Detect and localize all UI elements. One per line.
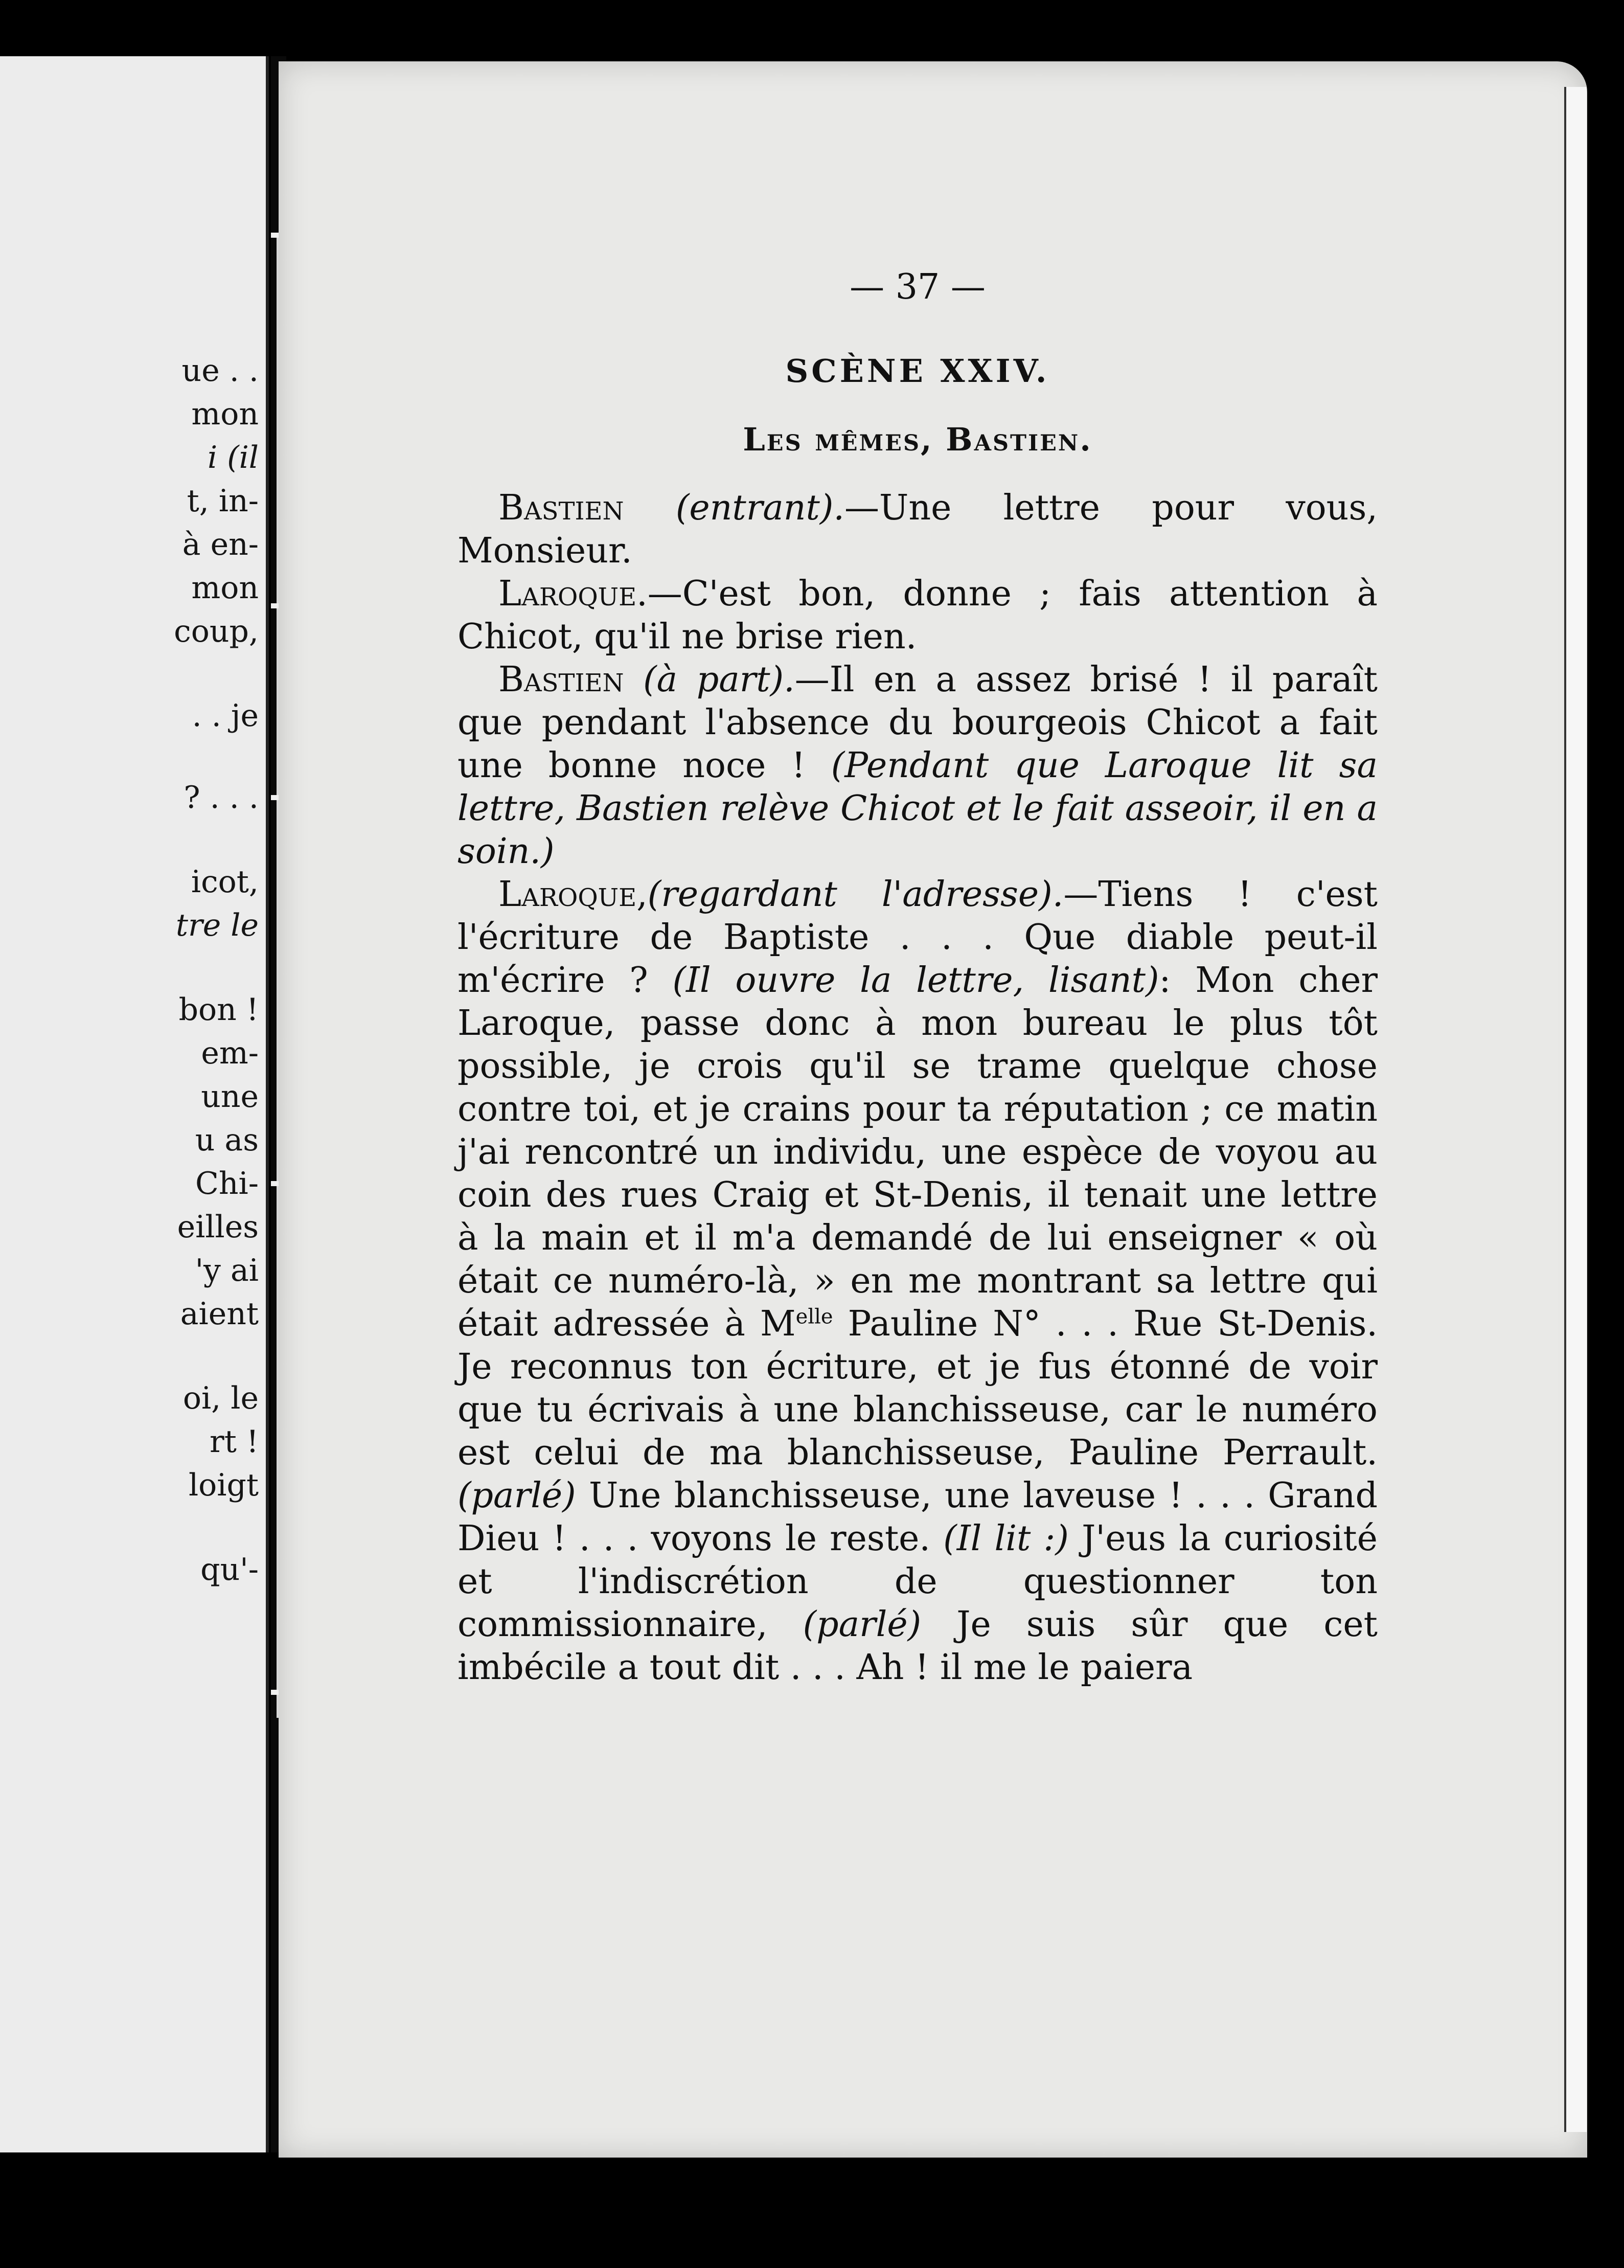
left-page-text-fragment: i (il bbox=[207, 440, 259, 475]
speaker-name: Bastien bbox=[498, 488, 624, 528]
left-page-text-fragment: ue . . bbox=[181, 353, 259, 389]
letter-text: J'eus la curiosité et l'indiscrétion de questionner ton commissionnaire, bbox=[458, 1518, 1378, 1645]
letter-text: : Mon cher Laroque, passe donc à mon bureau le plus tôt possible, je crois qu'il se trame quelque chose contre toi, et je crains pour ta réputation ; ce matin j'ai rencontré un individu, une espèce de voyou au coin des rues Craig et St-Denis, il tenait une lettre à la main et il m'a demandé de lui enseigner « où était ce numéro-là, » en me montrant sa lettre qui était adressée à M bbox=[458, 960, 1378, 1344]
left-page-text-fragment: . . je bbox=[192, 698, 259, 734]
left-page-text-fragment: em- bbox=[201, 1035, 259, 1071]
stage-direction: (entrant). bbox=[675, 488, 845, 528]
speaker-name: Laroque. bbox=[498, 574, 648, 614]
left-page-fragment bbox=[0, 56, 269, 2152]
dialogue-text: —Tiens ! c'est l'écriture de Baptiste . . . Que diable peut-il m'écrire ? bbox=[458, 874, 1378, 1001]
left-page-text-fragment: à en- bbox=[182, 527, 259, 562]
dialogue-text: Une blanchisseuse, une laveuse ! . . . Grand Dieu ! . . . voyons le reste. bbox=[458, 1476, 1378, 1559]
dialogue-paragraph bbox=[458, 873, 1378, 1689]
left-page-text-fragment: aient bbox=[180, 1296, 259, 1332]
left-page-text-fragment: mon bbox=[191, 396, 259, 432]
stage-direction: (à part). bbox=[643, 660, 795, 700]
left-page-text-fragment: ? . . . bbox=[184, 780, 259, 815]
speaker-name: Laroque, bbox=[498, 874, 648, 915]
dialogue-text: —Une lettre pour vous, Monsieur. bbox=[458, 488, 1378, 571]
left-page-text-fragment: tre le bbox=[175, 908, 259, 943]
scene-characters: Les mêmes, Bastien. bbox=[743, 421, 1092, 458]
stage-direction: (Pendant que Laroque lit sa lettre, Bastien relève Chicot et le fait asseoir, il en a soin.) bbox=[458, 745, 1378, 872]
left-page-text-fragment: eilles bbox=[177, 1209, 259, 1245]
page-text bbox=[458, 266, 1378, 1689]
scene-title: SCÈNE XXIV. bbox=[785, 352, 1050, 390]
dialogue-paragraph bbox=[458, 659, 1378, 873]
stage-direction: (Il lit :) bbox=[943, 1518, 1069, 1559]
left-page-text-fragment: t, in- bbox=[187, 483, 259, 519]
left-page-text-fragment: loigt bbox=[188, 1467, 259, 1503]
left-page-text-fragment: icot, bbox=[191, 864, 259, 900]
left-page-text-fragment: u as bbox=[195, 1122, 259, 1158]
dialogue-paragraph bbox=[458, 487, 1378, 573]
left-page-text-fragment: 'y ai bbox=[195, 1253, 259, 1288]
dialogue-text: —Il en a assez brisé ! il paraît que pendant l'absence du bourgeois Chicot a fait une bonne noce ! bbox=[458, 660, 1378, 786]
left-page-text-fragment: oi, le bbox=[182, 1380, 259, 1416]
stage-direction: (Il ouvre la lettre, lisant) bbox=[672, 960, 1159, 1001]
dialogue-paragraph bbox=[458, 573, 1378, 659]
letter-text: Pauline N° . . . Rue St-Denis. Je reconnus ton écriture, et je fus étonné de voir que tu écrivais à une blanchisseuse, car le numéro est celui de ma blanchisseuse, Pauline Perrault. bbox=[458, 1304, 1378, 1473]
left-page-text-fragment: qu'- bbox=[200, 1552, 259, 1587]
left-page-text-fragment: Chi- bbox=[195, 1166, 259, 1201]
stage-direction: (parlé) bbox=[803, 1604, 922, 1645]
page-number: — 37 — bbox=[850, 267, 986, 307]
abbreviation-superscript: elle bbox=[795, 1305, 833, 1329]
dialogue-text: Je suis sûr que cet imbécile a tout dit . . . Ah ! il me le paiera bbox=[458, 1604, 1378, 1688]
left-page-text-fragment: bon ! bbox=[178, 992, 259, 1028]
left-page-text-fragment: mon bbox=[191, 570, 259, 606]
left-page-text-fragment: une bbox=[201, 1079, 259, 1115]
book-page bbox=[279, 61, 1587, 2158]
left-page-text-fragment: coup, bbox=[174, 614, 259, 649]
stage-direction: (parlé) bbox=[458, 1476, 576, 1516]
speaker-name: Bastien bbox=[498, 660, 624, 700]
left-page-text-fragment: rt ! bbox=[210, 1424, 259, 1460]
stage-direction: (regardant l'adresse). bbox=[647, 874, 1064, 915]
dialogue-text: —C'est bon, donne ; fais attention à Chicot, qu'il ne brise rien. bbox=[458, 574, 1378, 657]
page-edge bbox=[1564, 87, 1587, 2132]
